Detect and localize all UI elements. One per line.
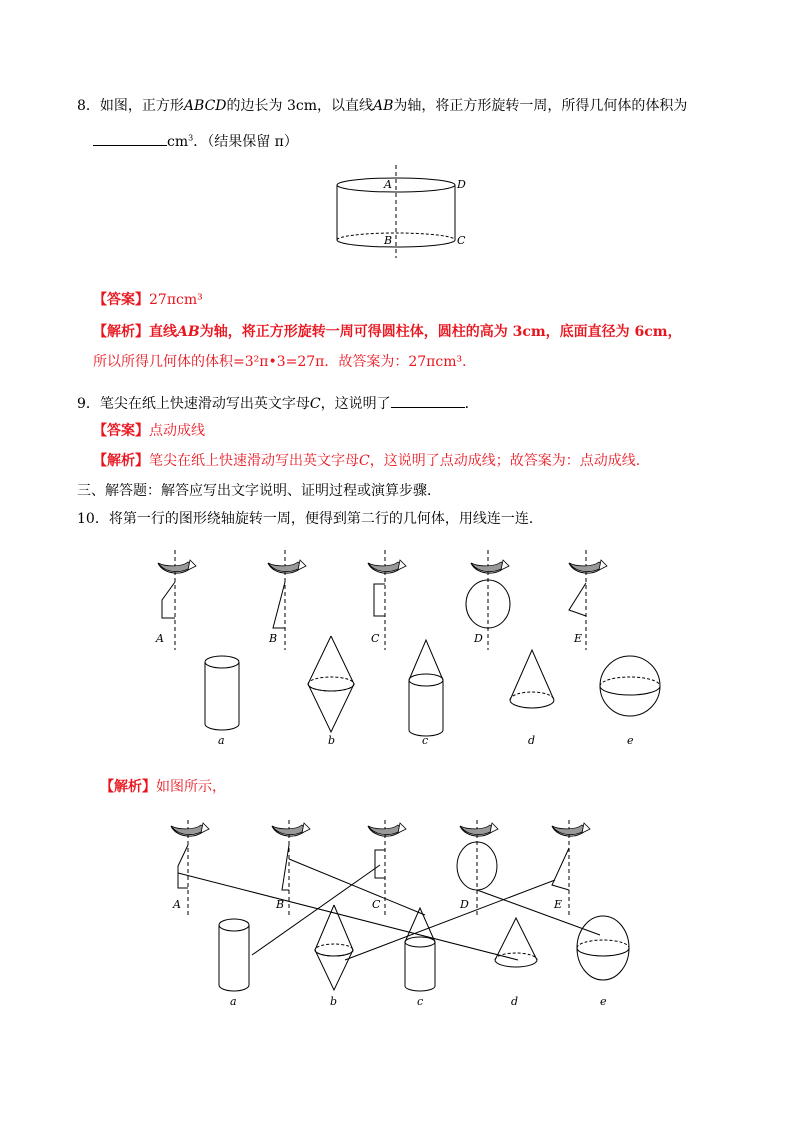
question-number: 8． xyxy=(77,98,100,114)
label-d: d xyxy=(511,995,519,1008)
q9-analysis: 【解析】笔尖在纸上快速滑动写出英文字母C，这说明了点动成线；故答案为：点动成线. xyxy=(93,453,641,469)
label-D: D xyxy=(457,178,466,191)
label-a: a xyxy=(218,734,225,747)
label-C: C xyxy=(372,898,381,911)
q9-stem: 9．笔尖在纸上快速滑动写出英文字母C，这说明了 ． xyxy=(77,393,479,414)
label-A: A xyxy=(156,632,164,645)
label-B: B xyxy=(276,898,285,911)
q8-analysis-line2: 所以所得几何体的体积=3²π•3=27π．故答案为：27πcm³． xyxy=(93,354,477,370)
label-b: b xyxy=(330,995,338,1008)
label-D: D xyxy=(474,632,483,645)
q8-answer: 【答案】27πcm³ xyxy=(93,292,203,308)
label-a: a xyxy=(230,995,237,1008)
q10-analysis: 【解析】如图所示， xyxy=(100,779,226,795)
q8-stem: 8．如图，正方形ABCD的边长为 3cm，以直线AB为轴，将正方形旋转一周，所得几何体的体积为 xyxy=(77,98,688,114)
label-A: A xyxy=(173,898,181,911)
label-D: D xyxy=(460,898,469,911)
q8-analysis: 【解析】直线AB为轴，将正方形旋转一周可得圆柱体，圆柱的高为 3cm，底面直径为 6cm， xyxy=(93,324,682,340)
label-e: e xyxy=(600,995,607,1008)
label-A: A xyxy=(384,178,392,191)
label-b: b xyxy=(328,734,336,747)
q10-stem: 10．将第一行的图形绕轴旋转一周，便得到第二行的几何体，用线连一连． xyxy=(77,511,543,527)
label-c: c xyxy=(417,995,424,1008)
section-title: 三、解答题：解答应写出文字说明、证明过程或演算步骤． xyxy=(77,483,441,499)
label-E: E xyxy=(554,898,563,911)
label-C: C xyxy=(457,234,466,247)
label-B: B xyxy=(384,234,393,247)
label-e: e xyxy=(627,734,634,747)
label-C: C xyxy=(371,632,380,645)
label-B: B xyxy=(269,632,278,645)
q9-answer: 【答案】点动成线 xyxy=(93,423,205,439)
label-c: c xyxy=(422,734,429,747)
label-E: E xyxy=(574,632,583,645)
q8-stem-line2: $cm^3$．（结果保留 π） xyxy=(93,131,298,152)
label-d: d xyxy=(528,734,536,747)
